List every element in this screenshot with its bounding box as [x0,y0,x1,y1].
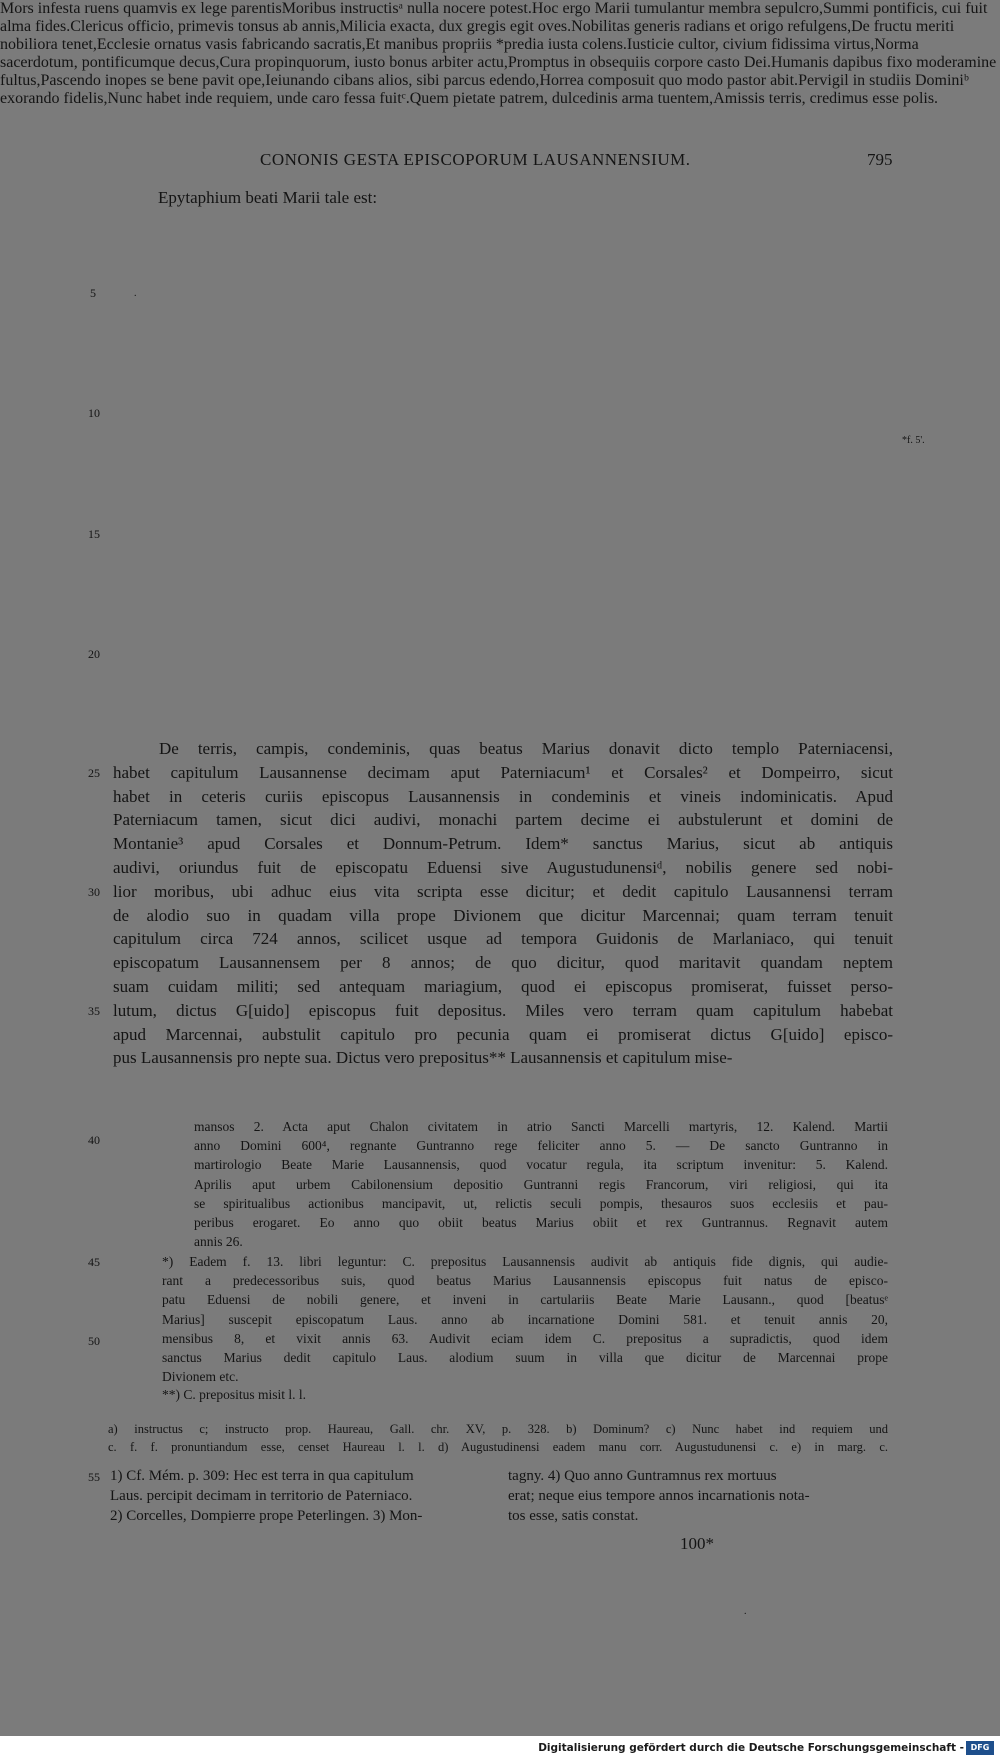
note-line: erat; neque eius tempore annos incarnationis nota- [508,1488,810,1504]
text-line: capitulum circa 724 annos, scilicet usque ad tempora Guidonis de Marlaniaco, qui tenuit [113,929,893,949]
dot-mark: . [134,288,137,299]
text-line: a) instructus c; instructo prop. Haureau, Gall. chr. XV, p. 328. b) Dominum? c) Nunc habet ind requiem und [108,1422,888,1436]
text-line: Marius] suscepit episcopatum Laus. anno ab incarnatione Domini 581. et tenuit annis 20, [162,1311,888,1327]
verse-line: Ieiunando cibans alios, sibi parcus edendo, [265,72,540,89]
verse-line: Norma sacerdotum, pontificumque decus, [0,36,919,71]
text-line: c. f. f. pronuntiandum esse, censet Haureau l. l. d) Augustudinensi eadem manu corr. Augustudunensi c. e) in marg. c. [108,1440,888,1454]
verse-line: Ecclesie ornatus vasis fabricando sacratis, [96,36,366,53]
verse-line: Horrea composuit quo modo pastor abit. [539,72,799,89]
text-line: audivi, oriundus fuit de episcopatu Eduensi sive Augustudunensiᵈ, nobilis genere sed nobi- [113,857,893,877]
signature-mark: 100* [680,1534,714,1553]
text-line: sanctus Marius dedit capitulo Laus. alodium suum in villa que dicitur de Marcennai prope [162,1349,888,1365]
line-number: 25 [88,766,100,780]
text-line: habet capitulum Lausannense decimam aput Paterniacum¹ et Corsales² et Dompeirro, sicut [113,762,893,782]
note-line: tos esse, satis constat. [508,1508,639,1524]
footer-bar [0,1736,1000,1761]
epitaph-verse [0,0,1000,108]
footer-credit: Digitalisierung gefördert durch die Deutsche Forschungsgemeinschaft - [538,1742,964,1754]
verse-line: Nobilitas generis radians et origo refulgens, [571,18,852,35]
footnote-double-star: **) C. prepositus misit l. l. [162,1387,307,1402]
verse-line: Moribus instructisᵃ nulla nocere potest. [281,0,532,17]
footnote-star [162,1252,888,1386]
text-line: habet in ceteris curiis episcopus Lausannensis in condeminis et vineis indominicatis. Apud [113,786,893,806]
text-line: *) Eadem f. 13. libri leguntur: C. prepositus Lausannensis audivit ab antiquis fide dignis, qui audie- [162,1254,888,1269]
line-number: 30 [88,885,100,899]
verse-line: Milicia exacta, dux gregis egit oves. [339,18,572,35]
text-line: martirologio Beate Marie Lausannensis, quod vocatur regula, ita scriptum invenitur: 5. Kalend. [194,1157,888,1173]
text-line: Aprilis aput urbem Cabilonensium depositio Guntranni regis Francorum, viri religiosi, qui ita [194,1176,888,1192]
text-line: lior moribus, ubi adhuc eius vita scripta esse dicitur; et dedit capitulo Lausannensi terram [113,881,893,901]
text-line: de alodio suo in quadam villa prope Divionem que dicitur Marcennai; quam terram tenuit [113,905,893,925]
text-line: Divionem etc. [162,1369,239,1385]
text-line: mansos 2. Acta aput Chalon civitatem in atrio Sancti Marcelli martyris, 12. Kalend. Martii [194,1119,888,1134]
line-number: 55 [88,1470,100,1484]
footnote-continuation [194,1117,888,1251]
verse-line: Iusticie cultor, civium fidissima virtus, [626,36,875,53]
page-number: 795 [867,150,893,169]
text-line: anno Domini 600⁴, regnante Guntranno rege feliciter anno 5. — De sancto Guntranno in [194,1138,888,1154]
line-number: 35 [88,1004,100,1018]
verse-line: Clericus officio, primevis tonsus ab annis, [70,18,340,35]
text-line: Paterniacum tamen, sicut dici audivi, monachi partem decime ei aubstulerunt et domini de [113,810,893,830]
verse-line: Nunc habet inde requiem, unde caro fessa fuitᶜ. [107,90,410,107]
line-number: 50 [88,1334,100,1348]
text-line: apud Marcennai, aubstulit capitulo pro pecunia quam ei promiserat dictus G[uido] episco- [113,1024,893,1044]
line-number: 20 [88,647,100,661]
note-line: Laus. percipit decimam in territorio de Paterniaco. [110,1488,413,1504]
critical-apparatus [108,1420,888,1456]
verse-line: Hoc ergo Marii tumulantur membra sepulcro, [531,0,823,17]
dfg-logo: DFG [966,1741,994,1755]
text-line: episcopatum Lausannensem per 8 annos; de quo dicitur, quod maritavit quandam neptem [113,953,893,973]
text-line: peribus erogaret. Eo anno quo obiit beatus Marius obiit et rex Guntrannus. Regnavit autem [194,1214,888,1230]
note-line: 2) Corcelles, Dompierre prope Peterlingen. 3) Mon- [110,1508,423,1524]
epitaph-intro: Epytaphium beati Marii tale est: [158,188,378,207]
verse-line: Cura propinquorum, iusto bonus arbiter actu, [219,54,508,71]
text-line: patu Eduensi de nobili genere, et inveni in cartulariis Beate Marie Lausann., quod [beatusᵉ [162,1292,888,1308]
text-line: De terris, campis, condeminis, quas beatus Marius donavit dicto templo Paterniacensi, [159,739,893,758]
margin-folio-note: *f. 5'. [902,435,925,446]
note-line: 1) Cf. Mém. p. 309: Hec est terra in qua capitulum [110,1468,414,1484]
line-number: 45 [88,1255,100,1269]
text-line: annis 26. [194,1234,243,1250]
dot-mark: . [744,1606,747,1617]
verse-line: Summi pontificis, cui fuit alma fides. [0,0,988,35]
verse-line: Humanis dapibus fixo moderamine fultus, [0,54,997,89]
text-line: mensibus 8, et vixit annis 63. Audivit eciam idem C. prepositus a supradictis, quod idem [162,1330,888,1346]
verse-line: Et manibus propriis *predia iusta colens. [365,36,627,53]
text-line: suam cuidam militi; sed antequam mariagium, quod ei episcopus promiserat, fuisset perso- [113,976,893,996]
verse-line: Pervigil in studiis Dominiᵇ exorando fidelis, [0,72,969,107]
prose-text [113,737,893,1070]
text-line: lutum, dictus G[uido] episcopus fuit depositus. Miles vero terram quam capitulum habebat [113,1000,893,1020]
text-line: se spiritualibus actionibus mancipavit, ut, relictis seculi pompis, thesauros suos ecclesiis et pau- [194,1195,888,1211]
line-number: 40 [88,1133,100,1147]
line-number: 10 [88,406,100,420]
verse-line: Pascendo inopes se bene pavit ope, [40,72,266,89]
notes-left-column [110,1466,422,1526]
verse-line: Amissis terris, credimus esse polis. [713,90,939,107]
notes-right-column [508,1466,810,1526]
line-number: 15 [88,527,100,541]
verse-line: Promptus in obsequiis corpore casto Dei. [507,54,771,71]
verse-line: De fructu meriti nobiliora tenet, [0,18,955,53]
text-line: Montanie³ apud Corsales et Donnum-Petrum. Idem* sanctus Marius, sicut ab antiquis [113,834,893,854]
line-number: 5 [90,286,96,300]
running-title: CONONIS GESTA EPISCOPORUM LAUSANNENSIUM. [260,150,691,169]
text-line: rant a predecessoribus suis, quod beatus Marius Lausannensis episcopus fuit natus de episco- [162,1273,888,1289]
verse-line: Mors infesta ruens quamvis ex lege parentis [0,0,282,17]
text-line: pus Lausannensis pro nepte sua. Dictus vero prepositus** Lausannensis et capitulum mise- [113,1048,733,1068]
note-line: tagny. 4) Quo anno Guntramnus rex mortuus [508,1468,777,1484]
verse-line: Quem pietate patrem, dulcedinis arma tuentem, [409,90,714,107]
